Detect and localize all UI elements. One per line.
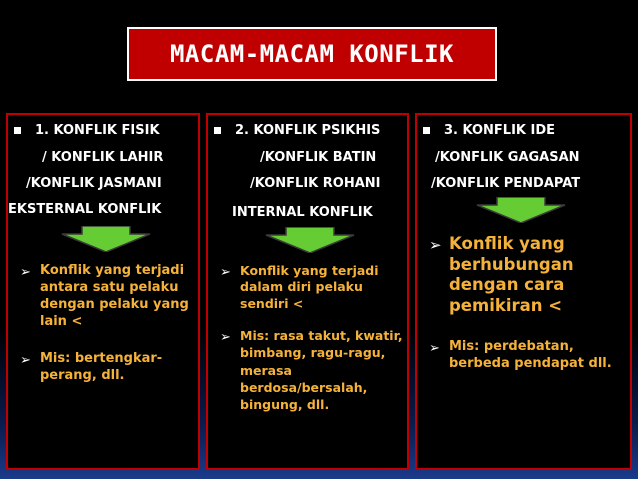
arrowhead-bullet-icon: ➢ (429, 341, 440, 356)
square-bullet-icon (14, 127, 21, 134)
square-bullet-icon (423, 127, 430, 134)
column-header-line: /KONFLIK BATIN (260, 150, 377, 165)
column-header-line: 3. KONFLIK IDE (423, 123, 630, 138)
arrowhead-bullet-icon: ➢ (429, 236, 442, 254)
square-bullet-icon (214, 127, 221, 134)
list-item: ➢ Konflik yang terjadi dalam diri pelaku sendiri < (220, 263, 379, 311)
column-physical-conflict (6, 113, 200, 470)
column-header-line: 1. KONFLIK FISIK (14, 123, 198, 138)
title-box (127, 27, 497, 81)
column-header-line: / KONFLIK LAHIR (42, 150, 164, 165)
down-arrow-icon (60, 226, 152, 252)
column-header-line: 2. KONFLIK PSIKHIS (214, 123, 407, 138)
column-idea-conflict (415, 113, 632, 470)
list-item: ➢ Konflik yang berhubungan dengan cara pemikiran < (429, 234, 574, 315)
list-item: ➢ Mis: bertengkar-perang, dll. (20, 351, 163, 383)
down-arrow-icon (264, 227, 356, 253)
column-header-line: INTERNAL KONFLIK (232, 205, 373, 220)
list-item: ➢ Konflik yang terjadi antara satu pelaku dengan pelaku yang lain < (20, 263, 189, 329)
arrowhead-bullet-icon: ➢ (20, 353, 31, 368)
list-item: ➢ Mis: perdebatan, berbeda pendapat dll. (429, 339, 612, 371)
list-item: ➢ Mis: rasa takut, kwatir, bimbang, ragu-ragu, merasa berdosa/bersalah, bingung, dll. (220, 328, 403, 412)
column-header-line: /KONFLIK JASMANI (26, 176, 162, 191)
column-header-line: /KONFLIK GAGASAN (435, 150, 580, 165)
down-arrow-icon (475, 197, 567, 223)
page-title: MACAM-MACAM KONFLIK (169, 40, 455, 68)
arrowhead-bullet-icon: ➢ (220, 330, 231, 345)
column-header-line: /KONFLIK ROHANI (250, 176, 381, 191)
arrowhead-bullet-icon: ➢ (220, 265, 231, 280)
column-psychic-conflict (206, 113, 409, 470)
arrowhead-bullet-icon: ➢ (20, 265, 31, 280)
column-header-line: EKSTERNAL KONFLIK (8, 202, 162, 217)
column-header-line: /KONFLIK PENDAPAT (431, 176, 581, 191)
